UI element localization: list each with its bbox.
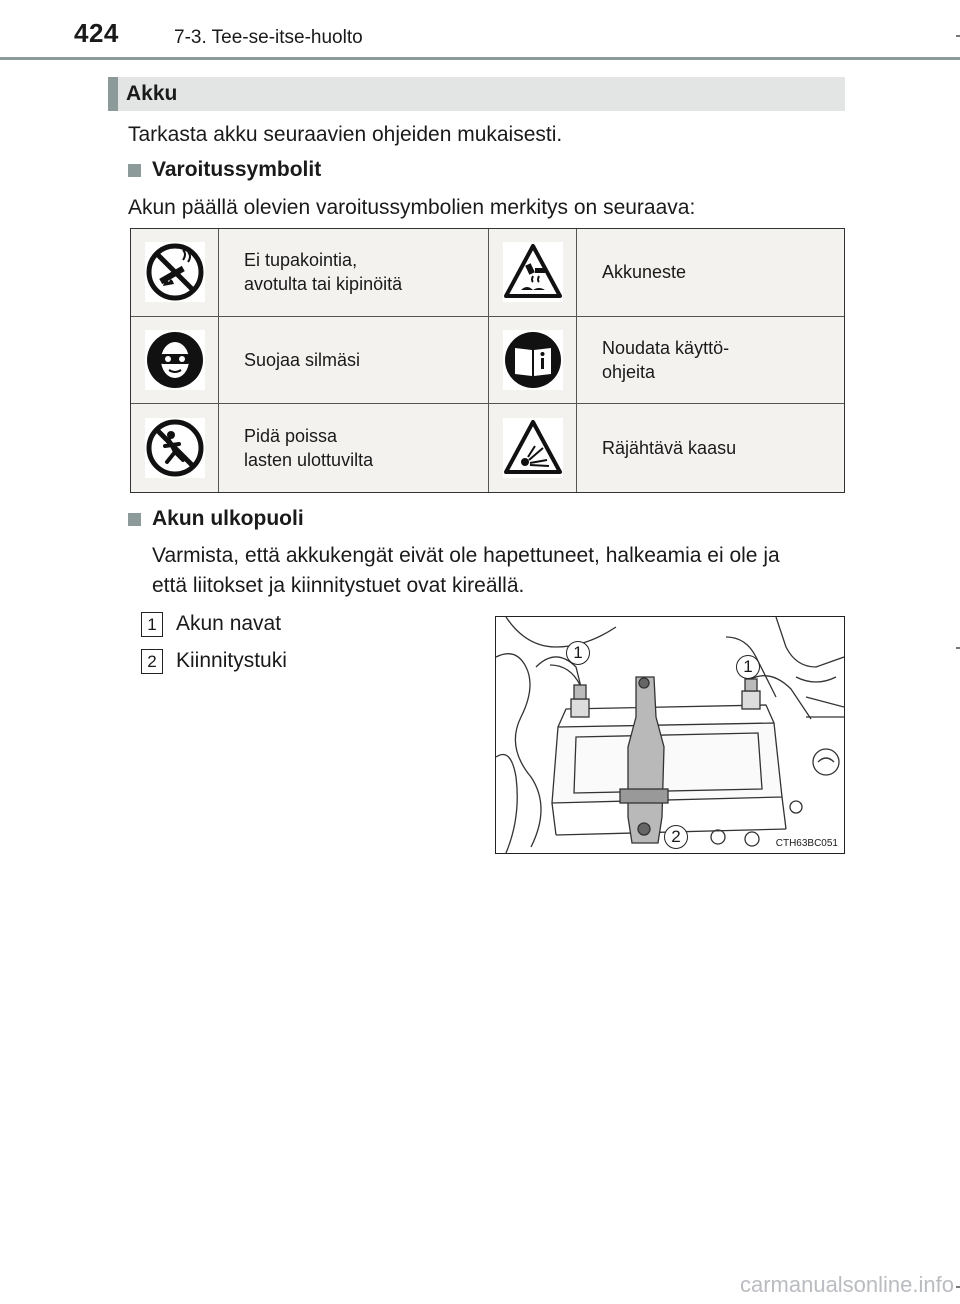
keep-away-children-icon <box>145 418 205 478</box>
symbol-label-cell <box>219 317 489 405</box>
bullet-square <box>128 513 141 526</box>
edge-tick <box>956 35 960 37</box>
number-badge: 1 <box>141 612 163 637</box>
symbol-label: Akkuneste <box>602 262 687 283</box>
corrosive-liquid-icon <box>503 242 563 302</box>
read-manual-icon <box>503 330 563 390</box>
symbol-label-cell <box>577 317 844 405</box>
symbol-label-cell <box>577 229 844 317</box>
symbol-cell <box>131 404 219 492</box>
symbol-cell <box>131 317 219 405</box>
battery-illustration <box>496 617 844 853</box>
bullet-square <box>128 164 141 177</box>
eye-protection-icon <box>145 330 205 390</box>
warnings-heading-text: Varoitussymbolit <box>152 158 322 181</box>
symbol-label-cell <box>577 404 844 492</box>
callout-badge: 1 <box>736 655 760 679</box>
page-number: 424 <box>74 18 119 48</box>
exterior-text-line2: että liitokset ja kiinnitystuet ovat kireällä. <box>152 574 525 597</box>
chapter-title: 7-3. Tee-se-itse-huolto <box>174 27 363 48</box>
no-smoking-icon <box>145 242 205 302</box>
explosive-gas-icon <box>503 418 563 478</box>
symbol-cell <box>489 229 577 317</box>
warnings-heading <box>126 158 321 182</box>
warning-symbol-table <box>130 228 845 493</box>
exterior-text-line1: Varmista, että akkukengät eivät ole hapettuneet, halkeamia ei ole ja <box>152 544 780 567</box>
symbol-label: Suojaa silmäsi <box>244 349 361 370</box>
symbol-cell <box>489 317 577 405</box>
list-label-hold-down-clamp: Kiinnitystuki <box>176 649 287 672</box>
watermark: carmanualsonline.info <box>739 1272 954 1297</box>
exterior-heading-text: Akun ulkopuoli <box>152 507 304 530</box>
symbol-label-cell <box>219 229 489 317</box>
header-rule <box>0 57 960 60</box>
warnings-intro: Akun päällä olevien varoitussymbolien merkitys on seuraava: <box>128 196 696 219</box>
battery-figure <box>495 616 845 854</box>
figure-code: CTH63BC051 <box>775 838 838 849</box>
symbol-label: Pidä poissa lasten ulottuvilta <box>244 426 374 471</box>
callout-badge: 1 <box>566 641 590 665</box>
symbol-label: Räjähtävä kaasu <box>602 438 737 459</box>
section-title: Akku <box>126 82 178 105</box>
symbol-label: Ei tupakointia, avotulta tai kipinöitä <box>244 250 403 295</box>
symbol-label: Noudata käyttö- ohjeita <box>602 337 730 382</box>
symbol-cell <box>131 229 219 317</box>
symbol-label-cell <box>219 404 489 492</box>
symbol-cell <box>489 404 577 492</box>
callout-badge: 2 <box>664 825 688 849</box>
edge-tick <box>956 1286 960 1288</box>
edge-tick <box>956 647 960 649</box>
section-intro: Tarkasta akku seuraavien ohjeiden mukaisesti. <box>128 123 563 146</box>
exterior-heading <box>126 507 304 531</box>
list-label-battery-terminals: Akun navat <box>176 612 282 635</box>
number-badge: 2 <box>141 649 163 674</box>
section-bar <box>108 77 845 111</box>
